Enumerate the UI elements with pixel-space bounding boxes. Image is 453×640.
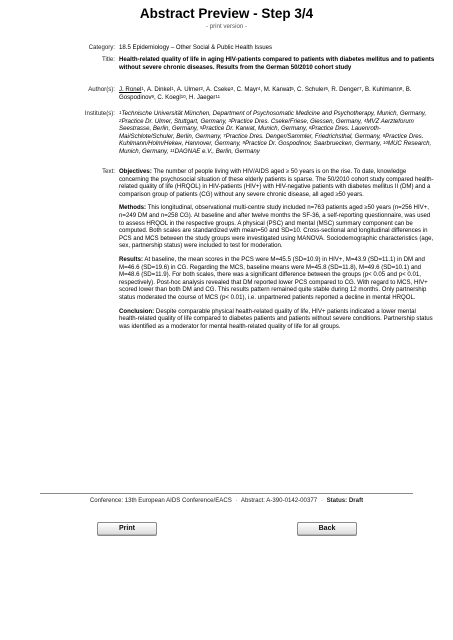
author-name: C. Schuler: [297, 86, 326, 93]
abstract-text: [119, 168, 435, 336]
text-label: Text:: [102, 168, 115, 175]
footer-divider: [40, 493, 413, 494]
institute-name: Practice Dres. Denger/Sammler, Friedrichsthal, Germany,: [225, 132, 383, 140]
institute-number: 3: [228, 117, 231, 123]
institute-number: 6: [308, 125, 312, 131]
author-affiliation-number: 1: [141, 86, 144, 91]
conclusion-heading: Conclusion:: [119, 307, 155, 315]
conclusion-body: Despite comparable physical health-related quality of life, HIV+ patients indicated a lower mental health-related quality of life compared to diabetes patients and patients without severe conditions. Partnership status was identified as a moderator for mental health-related quality of life for all groups.: [119, 307, 433, 330]
institute-number: 9: [242, 140, 245, 146]
institute-number: 11: [170, 147, 175, 153]
author-name: C. Koegl: [157, 93, 181, 101]
category-label: Category:: [88, 44, 115, 51]
institute-name: Practice Dres. Cseke/Friese, Giessen, Germany,: [230, 117, 364, 125]
institutes-list: [119, 110, 435, 156]
institute-name: DAGNAE e.V., Berlin, Germany: [174, 147, 260, 155]
authors-list: J. Ronel$^1$, A. Dinkel$^1$, A. Ulmer$^2$, A. Cseke$^3$, C. Mayr$^4$, M. Karwat$^5$, C. Schuler$^6$, R. Denger$^7$, B. Kuhlmann$^8$, B. Gospodinov$^9$, C. Koegl$^{10}$, H. Jaeger$^{11}$: [119, 86, 412, 101]
institute-number: 8: [382, 132, 386, 138]
author-name: J. Ronel: [119, 86, 142, 93]
institutes-label: Institute(s):: [84, 110, 115, 117]
institute-name: MUC Research, Munich, Germany,: [119, 140, 432, 155]
results-paragraph: [119, 256, 435, 302]
author-affiliation-number: 2: [200, 86, 203, 91]
institute-number: 2: [119, 117, 122, 123]
methods-heading: Methods:: [119, 204, 147, 212]
institute-number: 7: [223, 132, 226, 138]
author-name: B. Kuhlmann: [364, 86, 400, 93]
objectives-body: The number of people living with HIV/AIDS aged ≥ 50 years is on the rise. To date, knowledge concerning the psychosocial situation of these elderly patients is sparse. The 50/2010 cohort study compared health-related quality of life (HRQOL) in HIV-patients (HIV+) with HIV-negative patients with diabetes mellitus II (DM) and a comparison group of patients (CG) without any severe chronic disease, all aged ≥50 years.: [119, 168, 434, 198]
separator: ·: [235, 497, 238, 504]
abstract-title: Health-related quality of life in aging HIV-patients compared to patients with diabetes mellitus and to patients without severe chronic diseases. Results from the German 50/2010 cohort study: [119, 56, 435, 71]
institute-number: 1: [119, 110, 122, 115]
institute-name: MVZ Aerzteforum Seestrasse, Berlin, Germany,: [119, 117, 414, 133]
author-name: A. Cseke: [206, 86, 231, 93]
author-affiliation-number: 9: [151, 93, 154, 99]
institute-name: Practice Dr. Gospodinov, Saarbruecken, Germany,: [244, 140, 384, 148]
institute-name: Practice Dres. Kuhlmann/Holm/Hekeн, Hannover, Germany,: [119, 132, 424, 148]
back-button[interactable]: Back: [297, 522, 357, 536]
conference-info: [0, 497, 453, 505]
category-value: 18.5 Epidemiology – Other Social & Public Health Issues: [119, 44, 273, 51]
author-name: R. Denger: [331, 86, 360, 93]
author-affiliation-number: 11: [215, 93, 221, 99]
status-label: Status: Draft: [326, 497, 364, 504]
institute-name: Practice Dr. Karwat, Munich, Germany,: [202, 125, 309, 133]
results-heading: Results:: [119, 255, 144, 263]
objectives-heading: Objectives:: [119, 168, 152, 175]
author-affiliation-number: 3: [230, 86, 234, 91]
methods-body: This longitudinal, observational multi-centre study included n=763 patients aged ≥50 years (n=256 HIV+, n=249 DM and n=258 CG). At baseline and after twelve months the SF-36, a self-reporting questionnaire, was used to assess HRQOL in the respective groups. A physical (PSC) and mental (MSC) summary component can be computed. Both scales are standardized with mean=50 and SD=10. Cross-sectional and longitudinal differences in PCS and MCS between the study groups were investigated using MANOVA. Sociodemographic characteristics (age, sex, partnership status) were included to test for moderation.: [119, 204, 434, 250]
author-affiliation-number: 4: [257, 86, 261, 91]
author-name: B. Gospodinov: [119, 86, 412, 101]
author-affiliation-number: 8: [399, 86, 403, 91]
author-name: M. Karwat: [263, 86, 292, 93]
author-name: H. Jaeger: [189, 93, 216, 101]
authors-label: Author(s):: [88, 86, 115, 93]
institute-name: Practice Dr. Ulmer, Stuttgart, Germany,: [121, 117, 229, 125]
institute-number: 10: [383, 140, 388, 146]
institute-name: Technische Universität München, Department of Psychosomatic Medicine and Psychotherapy, Munich, Germany,: [121, 110, 427, 117]
institute-number: 4: [363, 117, 367, 123]
objectives-paragraph: [119, 168, 435, 198]
author-affiliation-number: 1: [171, 86, 174, 91]
results-body: At baseline, the mean scores in the PCS were M=45.5 (SD=10.9) in HIV+, M=43.9 (SD=11.1) in DM and M=46.6 (SD=19.6) in CG. Regarding the MCS, baseline means were M=45.8 (SD=11.8), M=49.6 (SD=10.1) and M=48.6 (SD=11.9). For both scales, there was a significant difference between the groups (p< 0.05 and p< 0.01, respectively). Post-hoc analysis revealed that DM reported lower PCS compared to CG. With regard to MCS, HIV+ scored lower than both DM and CG. This results pattern remained quite stable during 12 months. Only partnership status moderated the course of MCS (p< 0.01), i.e. unpartnered patients reported a decline in mental HRQOL.: [119, 255, 428, 301]
methods-paragraph: [119, 204, 435, 250]
separator: ·: [320, 497, 323, 504]
conclusion-paragraph: [119, 308, 435, 331]
author-name: C. Mayr: [236, 86, 258, 93]
conference-name: Conference: 13th European AIDS Conference/EACS: [89, 497, 232, 504]
author-name: A. Ulmer: [176, 86, 201, 93]
author-name: A. Dinkel: [146, 86, 172, 93]
author-affiliation-number: 7: [359, 86, 362, 91]
institute-name: Practice Dres. Lauenroth-Mai/Schlote/Schuler, Berlin, Germany,: [119, 125, 381, 140]
author-affiliation-number: 6: [325, 86, 328, 91]
title-label: Title:: [102, 56, 115, 63]
author-affiliation-number: 10: [180, 93, 186, 99]
abstract-id: Abstract: A-390-0142-00377: [240, 497, 318, 504]
author-affiliation-number: 5: [291, 86, 294, 91]
page-subtitle: - print version -: [205, 23, 248, 30]
print-button[interactable]: Print: [97, 522, 157, 536]
page-title: Abstract Preview - Step 3/4: [139, 6, 314, 21]
institute-number: 5: [199, 125, 203, 131]
